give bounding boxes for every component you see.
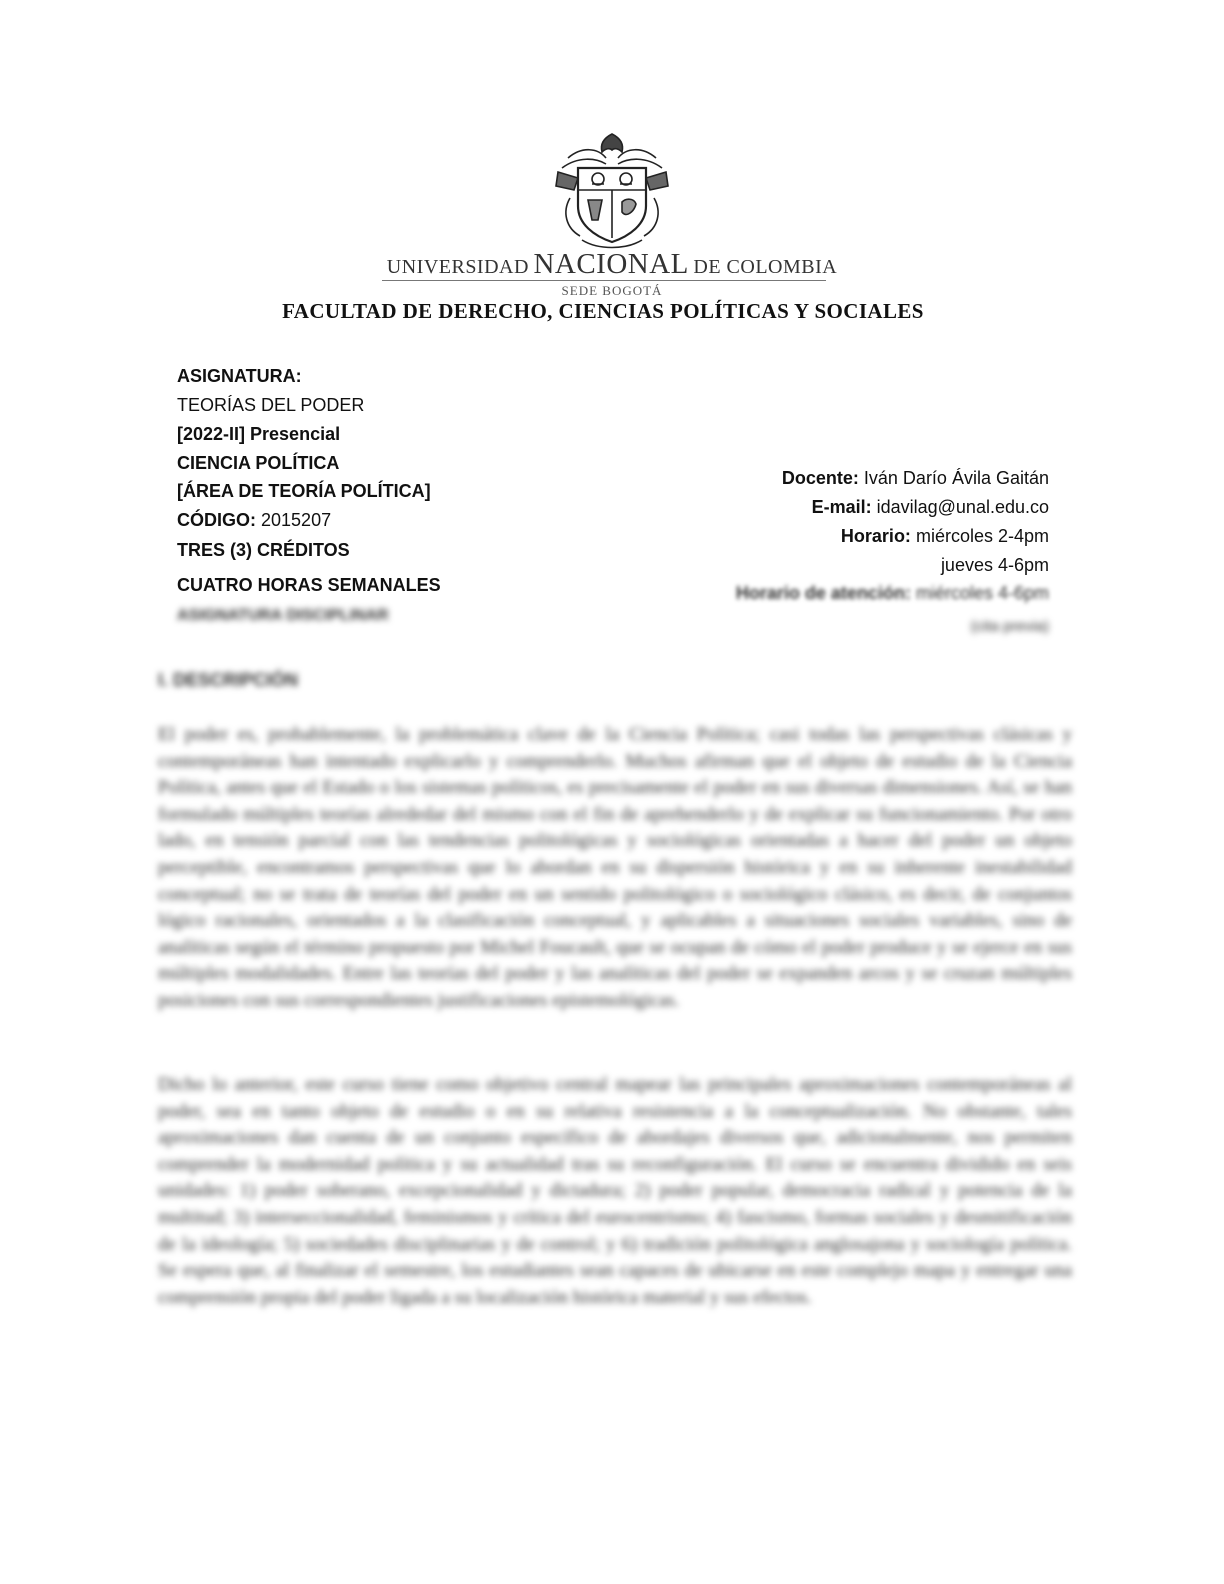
course-code-value: 2015207 <box>261 510 332 530</box>
atencion-label: Horario de atención: <box>735 583 911 603</box>
section-heading: I. DESCRIPCIÓN <box>158 670 299 690</box>
university-crest-logo <box>548 128 676 252</box>
course-code <box>177 510 331 531</box>
atencion-value: miércoles 4-6pm <box>915 583 1049 603</box>
course-hours: CUATRO HORAS SEMANALES <box>177 575 441 595</box>
university-name <box>0 248 1224 281</box>
faculty-title: FACULTAD DE DERECHO, CIENCIAS POLÍTICAS Y SOCIALES <box>282 299 924 323</box>
horario-value-2: jueves 4-6pm <box>940 555 1049 575</box>
course-credits: TRES (3) CRÉDITOS <box>177 540 350 560</box>
description-paragraph-1: El poder es, probablemente, la problemática clave de la Ciencia Política; casi todas las perspectivas clásicas y contemporáneas han intentado explicarlo y comprenderlo. Muchos afirman que el objeto de estudio de la Ciencia Política, antes que el Estado o los sistemas políticos, es precisamente el poder en sus diversas dimensiones. Así, se han formulado múltiples teorías alrededar del mismo con el fin de aprehenderlo y de explicar su funcionamiento. Por otro lado, en tensión parcial con las tendencias politológicas y sociológicas orientadas a hacer del poder un objeto perceptible, encontramos perspectivas que lo abordan en su dispersión histórica y en su inherente inestabilidad conceptual; no se trata de teorías del poder en un sentido politológico o sociológico clásico, es decir, de conjuntos lógico racionales, orientados a la clasificación conceptual, y aplicables a situaciones sociales variables, sino de analíticas según el término propuesto por Michel Foucault, que se ocupan de cómo el poder produce y se ejerce en sus múltiples modalidades. Entre las teorías del poder y las analíticas del poder se expanden arcos y se cruzan múltiples posiciones con sus correspondientes justificaciones epistemológicas. <box>158 724 1072 1011</box>
course-program: CIENCIA POLÍTICA <box>177 453 340 473</box>
docente-line <box>782 468 1049 489</box>
university-name-suffix: DE COLOMBIA <box>693 256 838 278</box>
horario-label: Horario: <box>840 526 911 546</box>
campus-name: SEDE BOGOTÁ <box>561 283 663 298</box>
course-type-blurred: ASIGNATURA DISCIPLINAR <box>177 607 389 624</box>
university-name-main: NACIONAL <box>533 248 689 280</box>
course-period: [2022-II] Presencial <box>177 424 341 444</box>
horario-line <box>841 526 1049 547</box>
docente-label: Docente: <box>781 468 859 488</box>
email-label: E-mail: <box>811 497 872 517</box>
description-paragraph-2: Dicho lo anterior, este curso tiene como objetivo central mapear las principales aproximaciones contemporáneas al poder, sea en tanto objeto de estudio o en su relativa resistencia a la conceptualización. No obstante, tales aproximaciones dan cuenta de un conjunto específico de abordajes diversos que, adicionalmente, nos permiten comprender la modernidad política y su actualidad tras su reconfiguración. El curso se encuentra dividido en seis unidades: 1) poder soberano, excepcionalidad y dictadura; 2) poder popular, democracia radical y potencia de la multitud; 3) interseccionalidad, feminismos y crítica del eurocentrismo; 4) fascismo, formas sociales y desmitificación de la ideología; 5) sociedades disciplinarias y de control; y 6) tradición politológica anglosajona y sociología política. Se espera que, al finalizar el semestre, los estudiantes sean capaces de ubicarse en este complejo mapa y entregar una comprensión propia del poder ligada a su localización histórica material y sus efectos. <box>158 1074 1072 1308</box>
course-area: [ÁREA DE TEORÍA POLÍTICA] <box>177 481 431 501</box>
asignatura-label: ASIGNATURA: <box>177 366 302 386</box>
course-code-label: CÓDIGO: <box>177 510 256 530</box>
email-line <box>812 497 1049 518</box>
course-name: TEORÍAS DEL PODER <box>177 395 365 415</box>
university-name-prefix: UNIVERSIDAD <box>386 256 529 278</box>
atencion-note: (cita previa) <box>970 618 1049 635</box>
header-divider <box>382 280 826 281</box>
email-value[interactable]: idavilag@unal.edu.co <box>876 497 1049 517</box>
docente-value: Iván Darío Ávila Gaitán <box>863 468 1049 488</box>
horario-value-1: miércoles 2-4pm <box>915 526 1049 546</box>
atencion-line <box>736 583 1049 604</box>
